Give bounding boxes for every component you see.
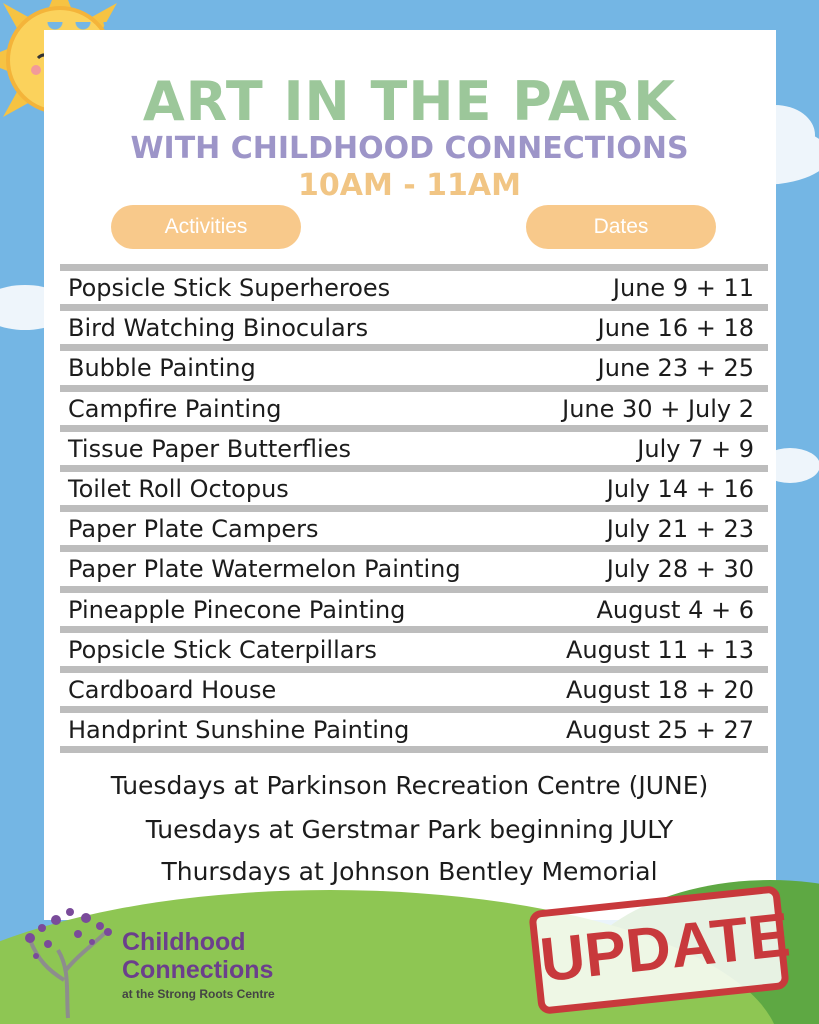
activity-name: Tissue Paper Butterflies: [68, 434, 351, 463]
activity-dates: July 28 + 30: [606, 555, 754, 584]
table-row: [60, 586, 768, 626]
activity-name: Pineapple Pinecone Painting: [68, 595, 406, 624]
table-row: [60, 385, 768, 425]
activity-name: Paper Plate Watermelon Painting: [68, 555, 461, 584]
location-line-1: Tuesdays at Parkinson Recreation Centre (JUNE): [110, 771, 709, 800]
activity-dates: July 21 + 23: [606, 515, 754, 544]
dates-header-pill: Dates: [526, 205, 716, 249]
table-row: [60, 626, 768, 666]
paper-torn-edge: [44, 22, 776, 38]
table-row: [60, 264, 768, 304]
activity-dates: June 30 + July 2: [562, 394, 754, 423]
activity-dates: June 23 + 25: [597, 354, 754, 383]
activity-dates: August 11 + 13: [565, 635, 754, 664]
table-row: [60, 545, 768, 585]
poster-subtitle: WITH CHILDHOOD CONNECTIONS: [130, 131, 689, 166]
tree-icon: [8, 900, 128, 1020]
activity-name: Popsicle Stick Caterpillars: [68, 635, 377, 664]
activity-name: Popsicle Stick Superheroes: [68, 274, 391, 302]
schedule-table: [60, 264, 768, 753]
table-row: [60, 666, 768, 706]
activity-dates: August 25 + 27: [565, 716, 754, 745]
update-stamp: UPDATE: [528, 885, 789, 1015]
activity-dates: August 18 + 20: [565, 675, 754, 704]
activity-name: Handprint Sunshine Painting: [68, 716, 410, 745]
activity-name: Bubble Painting: [68, 354, 256, 383]
activity-name: Cardboard House: [68, 675, 277, 704]
activity-name: Paper Plate Campers: [68, 515, 319, 544]
logo-line-2: Connections: [122, 956, 274, 984]
table-row: [60, 706, 768, 753]
activity-dates: June 16 + 18: [597, 314, 754, 343]
poster-title: ART IN THE PARK: [142, 70, 677, 133]
activity-dates: July 7 + 9: [637, 434, 754, 463]
activities-header-pill: Activities: [111, 205, 301, 249]
activity-dates: July 14 + 16: [606, 474, 754, 503]
table-row: [60, 425, 768, 465]
activity-name: Bird Watching Binoculars: [68, 314, 369, 343]
activity-dates: August 4 + 6: [596, 595, 754, 624]
activity-dates: June 9 + 11: [612, 274, 754, 302]
activity-name: Toilet Roll Octopus: [68, 474, 289, 503]
table-row: [60, 344, 768, 384]
logo-line-1: Childhood: [122, 928, 246, 956]
table-row: [60, 505, 768, 545]
location-line-3: Thursdays at Johnson Bentley Memorial: [161, 857, 658, 886]
activity-name: Campfire Painting: [68, 394, 282, 423]
table-row: [60, 304, 768, 344]
location-line-2: Tuesdays at Gerstmar Park beginning JULY: [145, 815, 674, 844]
logo-line-3: at the Strong Roots Centre: [122, 987, 275, 1001]
table-row: [60, 465, 768, 505]
poster-time: 10AM - 11AM: [298, 168, 521, 203]
